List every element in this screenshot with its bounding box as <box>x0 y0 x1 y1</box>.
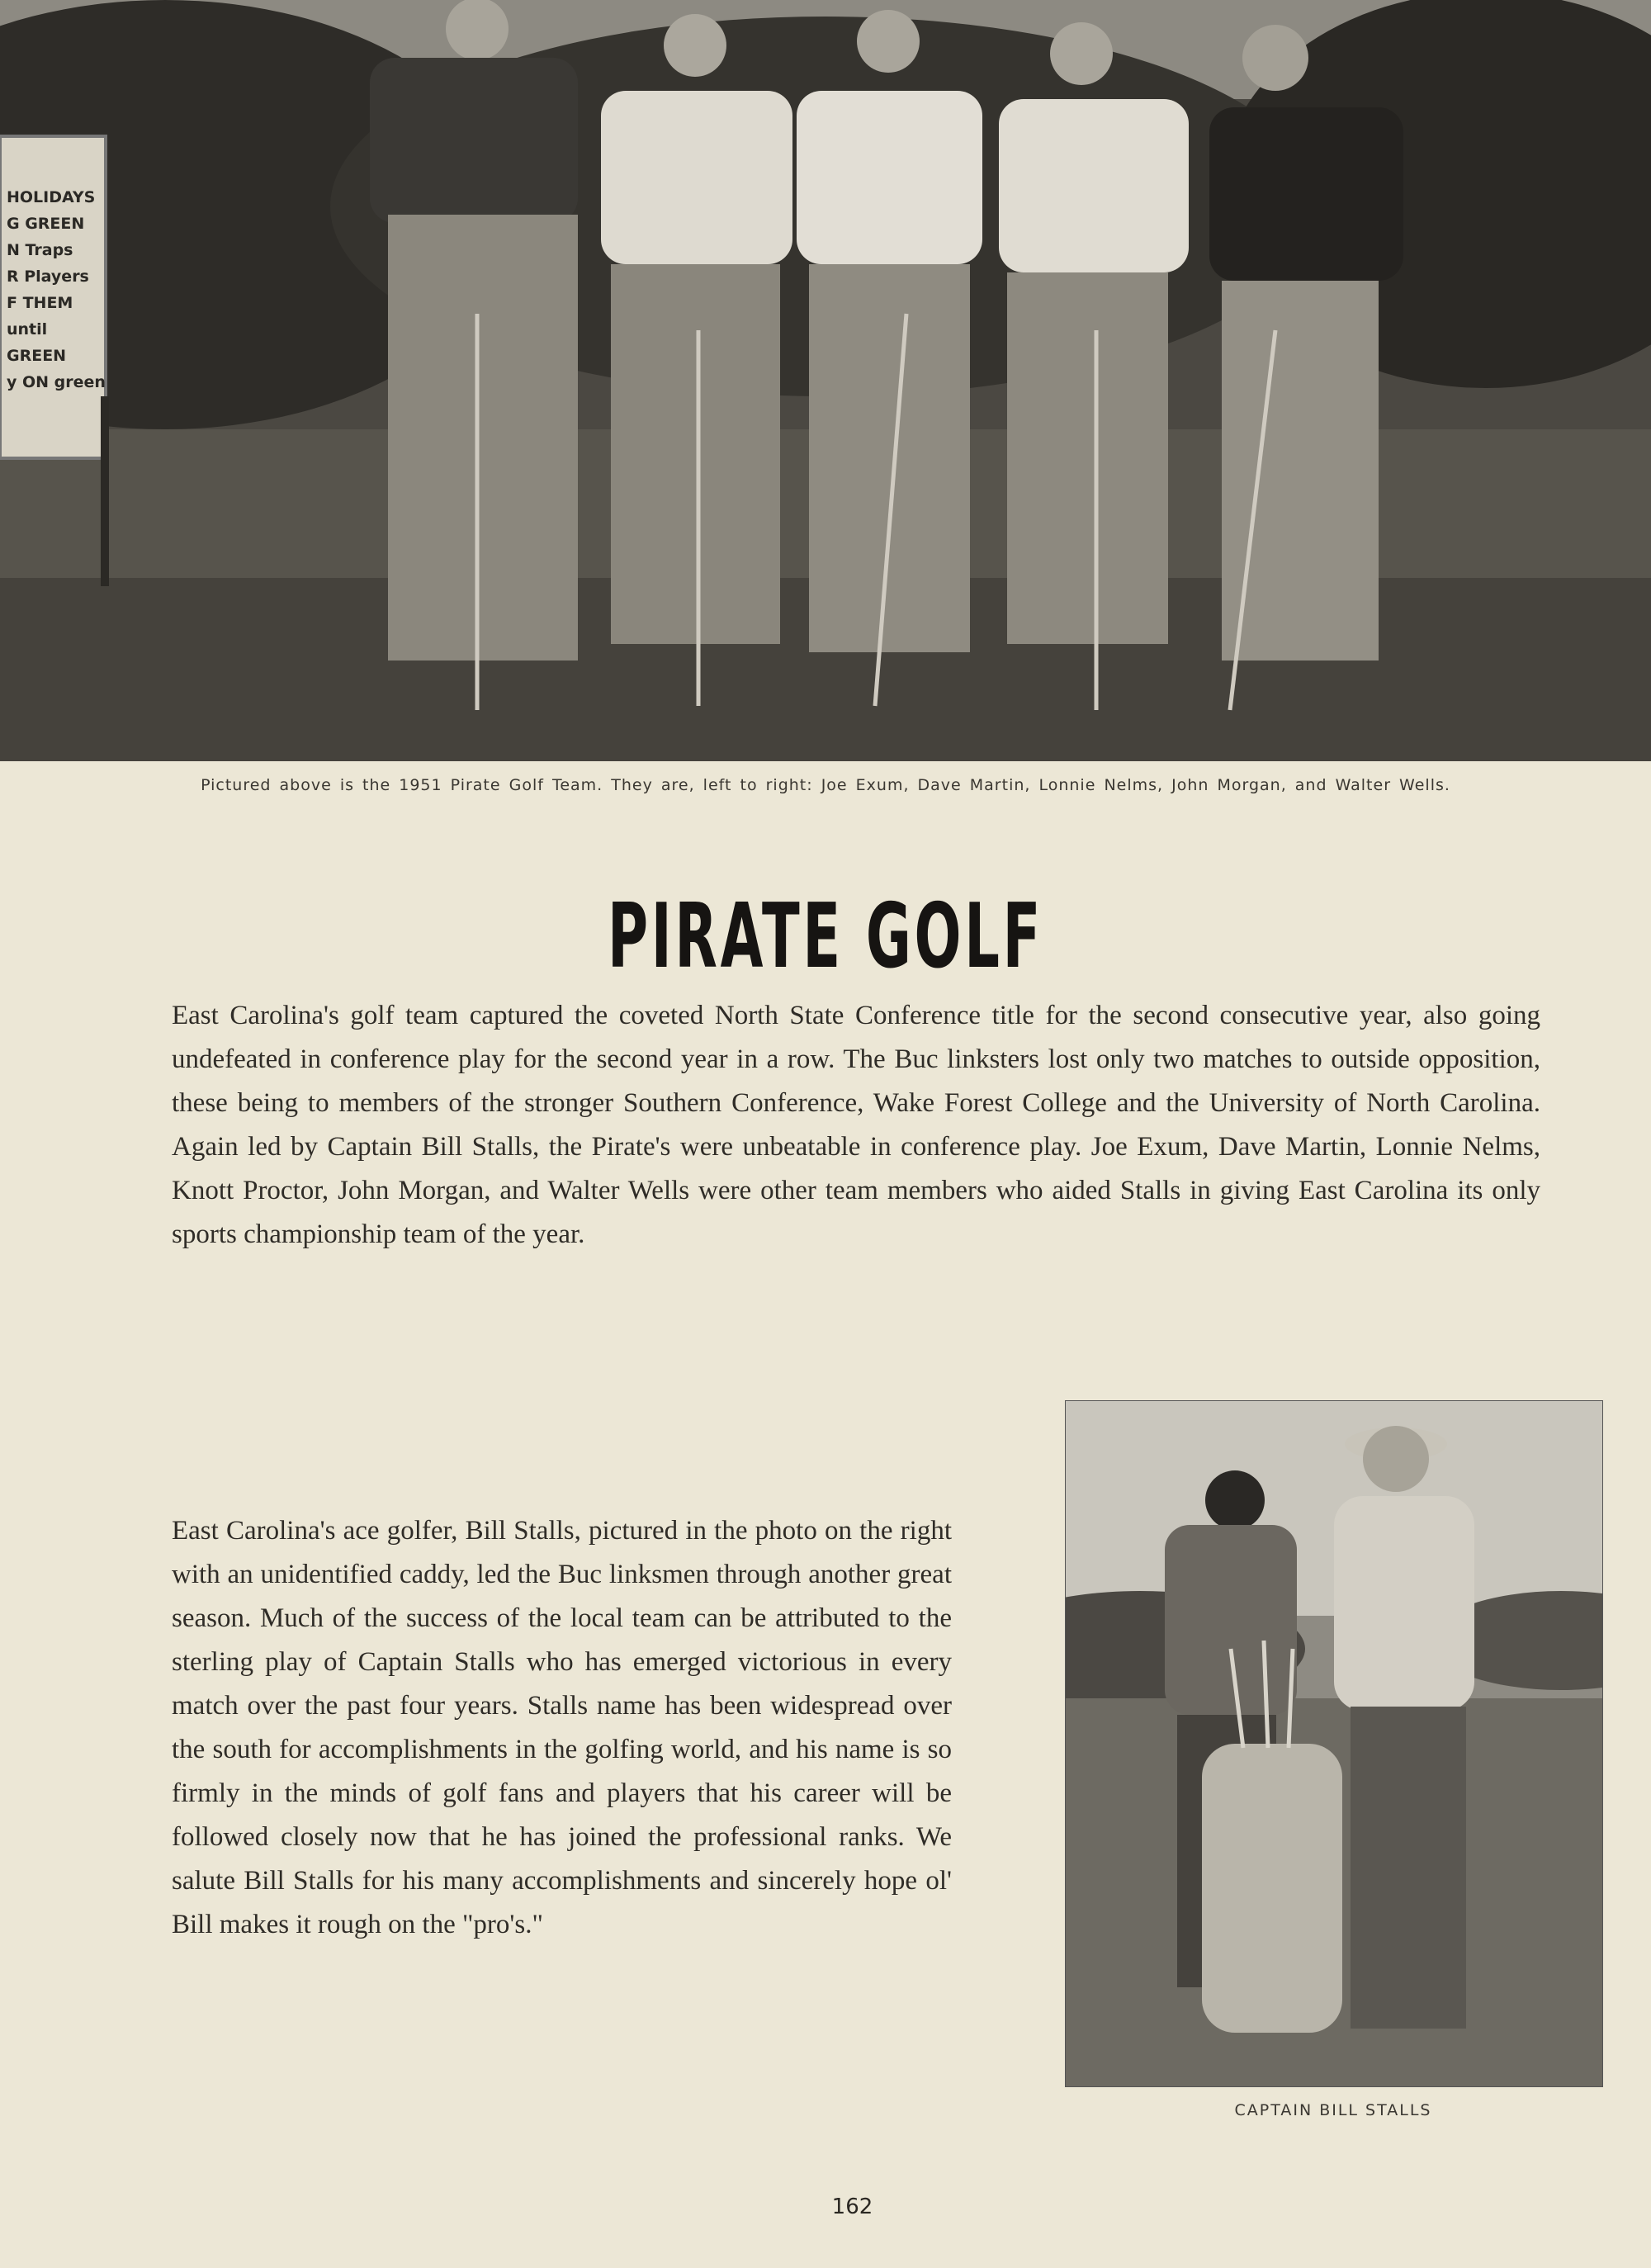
golfer-4 <box>999 22 1189 710</box>
captain-figure <box>1334 1426 1474 2029</box>
golfer-2 <box>601 14 792 706</box>
sign-line: F THEM <box>7 294 73 312</box>
sign-line: GREEN <box>7 347 67 365</box>
team-photo <box>0 0 1651 761</box>
captain-photo-caption: CAPTAIN BILL STALLS <box>1234 2101 1432 2119</box>
captain-photo <box>1065 1400 1603 2087</box>
golfer-5 <box>1209 25 1403 710</box>
page-title: PIRATE GOLF <box>607 885 1044 988</box>
sign-line: R Players <box>7 268 89 286</box>
intro-paragraph: East Carolina's golf team captured the coveted North State Conference title for the second consecutive year, also going undefeated in conference play for the second year in a row. The Buc linksters lost only two matches to outside opposition, these being to members of the stronger Southern Conference, Wake Forest College and the University of North Carolina. Again led by Captain Bill Stalls, the Pirate's were unbeatable in conference play. Joe Exum, Dave Martin, Lonnie Nelms, Knott Proctor, John Morgan, and Walter Wells were other team members who aided Stalls in giving East Carolina its only sports championship team of the year. <box>172 1001 1540 1249</box>
team-photo-illustration <box>0 0 1651 761</box>
team-photo-caption: Pictured above is the 1951 Pirate Golf Team. They are, left to right: Joe Exum, Dave Martin, Lonnie Nelms, John Morgan, and Walter Wells. <box>201 776 1450 794</box>
golfer-1 <box>370 0 578 710</box>
captain-photo-illustration <box>1066 1401 1602 2086</box>
stalls-paragraph: East Carolina's ace golfer, Bill Stalls, pictured in the photo on the right with an unidentified caddy, led the Buc linksmen through another great season. Much of the success of the local team can be attributed to the sterling play of Captain Stalls who has emerged victorious in every match over the past four years. Stalls name has been widespread over the south for accomplishments in the golfing world, and his name is so firmly in the minds of golf fans and players that his career will be followed closely now that he has joined the professional ranks. We salute Bill Stalls for his many accomplishments and sincerely hope ol' Bill makes it rough on the "pro's." <box>172 1516 952 1939</box>
golfer-3 <box>797 10 982 706</box>
sign-line: until <box>7 320 48 339</box>
sign-line: HOLIDAYS <box>7 188 96 206</box>
sign-line: G GREEN <box>7 215 85 233</box>
page-number: 162 <box>831 2195 873 2219</box>
sign-line: N Traps <box>7 241 73 259</box>
sign-line: y ON green <box>7 373 106 391</box>
